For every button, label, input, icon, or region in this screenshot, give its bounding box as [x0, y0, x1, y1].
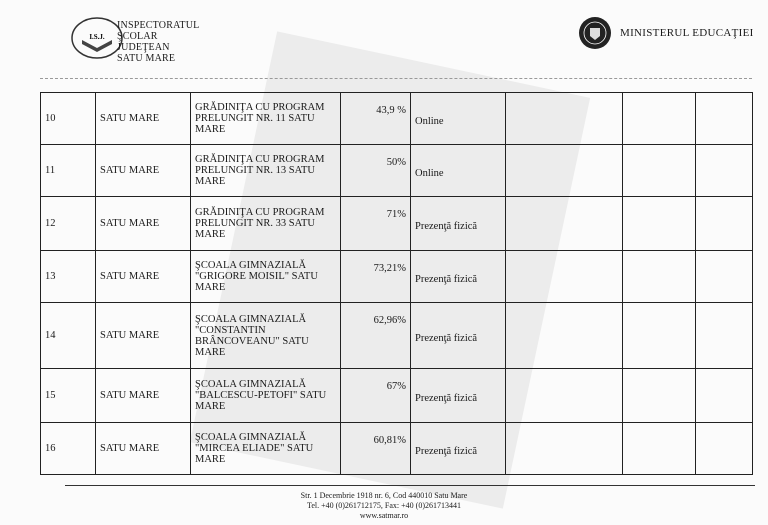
empty-cell: [696, 145, 753, 197]
locality: SATU MARE: [96, 145, 191, 197]
school-name: ŞCOALA GIMNAZIALĂ "BALCESCU-PETOFI" SATU MARE: [191, 369, 341, 423]
empty-cell: [623, 303, 696, 369]
percentage: 50%: [341, 145, 411, 197]
table-row: [41, 369, 753, 423]
percentage: 62,96%: [341, 303, 411, 369]
empty-cell: [696, 423, 753, 475]
empty-cell: [696, 197, 753, 251]
locality: SATU MARE: [96, 93, 191, 145]
row-number: 16: [41, 423, 96, 475]
row-number: 15: [41, 369, 96, 423]
school-name: GRĂDINIŢA CU PROGRAM PRELUNGIT NR. 13 SATU MARE: [191, 145, 341, 197]
empty-cell: [696, 93, 753, 145]
empty-cell: [623, 93, 696, 145]
percentage: 43,9 %: [341, 93, 411, 145]
teaching-mode: Prezenţă fizică: [411, 423, 506, 475]
footer: [0, 491, 768, 521]
empty-cell: [623, 423, 696, 475]
table-row: [41, 423, 753, 475]
school-name: ŞCOALA GIMNAZIALĂ "MIRCEA ELIADE" SATU MARE: [191, 423, 341, 475]
header-line: JUDEŢEAN: [117, 42, 170, 53]
school-name: GRĂDINIŢA CU PROGRAM PRELUNGIT NR. 33 SATU MARE: [191, 197, 341, 251]
row-number: 13: [41, 251, 96, 303]
ministry-title: MINISTERUL EDUCAŢIEI: [620, 27, 754, 39]
empty-cell: [506, 369, 623, 423]
empty-cell: [506, 145, 623, 197]
locality: SATU MARE: [96, 423, 191, 475]
divider: [65, 485, 755, 486]
locality: SATU MARE: [96, 303, 191, 369]
schools-table: [40, 92, 753, 475]
empty-cell: [623, 145, 696, 197]
locality: SATU MARE: [96, 251, 191, 303]
row-number: 10: [41, 93, 96, 145]
percentage: 73,21%: [341, 251, 411, 303]
table-row: [41, 251, 753, 303]
header-line: ŞCOLAR: [117, 31, 158, 42]
school-name: ŞCOALA GIMNAZIALĂ "GRIGORE MOISIL" SATU MARE: [191, 251, 341, 303]
ministry-seal-icon: [578, 16, 612, 50]
row-number: 14: [41, 303, 96, 369]
school-name: GRĂDINIŢA CU PROGRAM PRELUNGIT NR. 11 SATU MARE: [191, 93, 341, 145]
empty-cell: [506, 197, 623, 251]
isj-logo: [70, 16, 124, 60]
table-row: [41, 197, 753, 251]
table-row: [41, 145, 753, 197]
inspectorate-name: [117, 20, 199, 64]
header-line: INSPECTORATUL: [117, 20, 200, 31]
empty-cell: [696, 369, 753, 423]
empty-cell: [506, 423, 623, 475]
row-number: 12: [41, 197, 96, 251]
percentage: 60,81%: [341, 423, 411, 475]
row-number: 11: [41, 145, 96, 197]
empty-cell: [506, 93, 623, 145]
teaching-mode: Prezenţă fizică: [411, 197, 506, 251]
teaching-mode: Online: [411, 93, 506, 145]
table-row: [41, 303, 753, 369]
divider: [40, 78, 752, 79]
empty-cell: [623, 369, 696, 423]
percentage: 67%: [341, 369, 411, 423]
svg-text:I.S.J.: I.S.J.: [89, 33, 105, 41]
locality: SATU MARE: [96, 369, 191, 423]
empty-cell: [696, 303, 753, 369]
ministry-header: [578, 16, 754, 50]
empty-cell: [623, 251, 696, 303]
empty-cell: [623, 197, 696, 251]
teaching-mode: Prezenţă fizică: [411, 251, 506, 303]
teaching-mode: Prezenţă fizică: [411, 303, 506, 369]
footer-website-link[interactable]: www.satmar.ro: [359, 511, 409, 520]
empty-cell: [506, 251, 623, 303]
footer-phone: Tel. +40 (0)261712175, Fax: +40 (0)261713441: [306, 501, 461, 510]
footer-address: Str. 1 Decembrie 1918 nr. 6, Cod 440010 Satu Mare: [300, 491, 468, 500]
empty-cell: [506, 303, 623, 369]
empty-cell: [696, 251, 753, 303]
teaching-mode: Online: [411, 145, 506, 197]
locality: SATU MARE: [96, 197, 191, 251]
header-line: SATU MARE: [117, 53, 176, 64]
teaching-mode: Prezenţă fizică: [411, 369, 506, 423]
table-row: [41, 93, 753, 145]
school-name: ŞCOALA GIMNAZIALĂ "CONSTANTIN BRÂNCOVEANU" SATU MARE: [191, 303, 341, 369]
percentage: 71%: [341, 197, 411, 251]
